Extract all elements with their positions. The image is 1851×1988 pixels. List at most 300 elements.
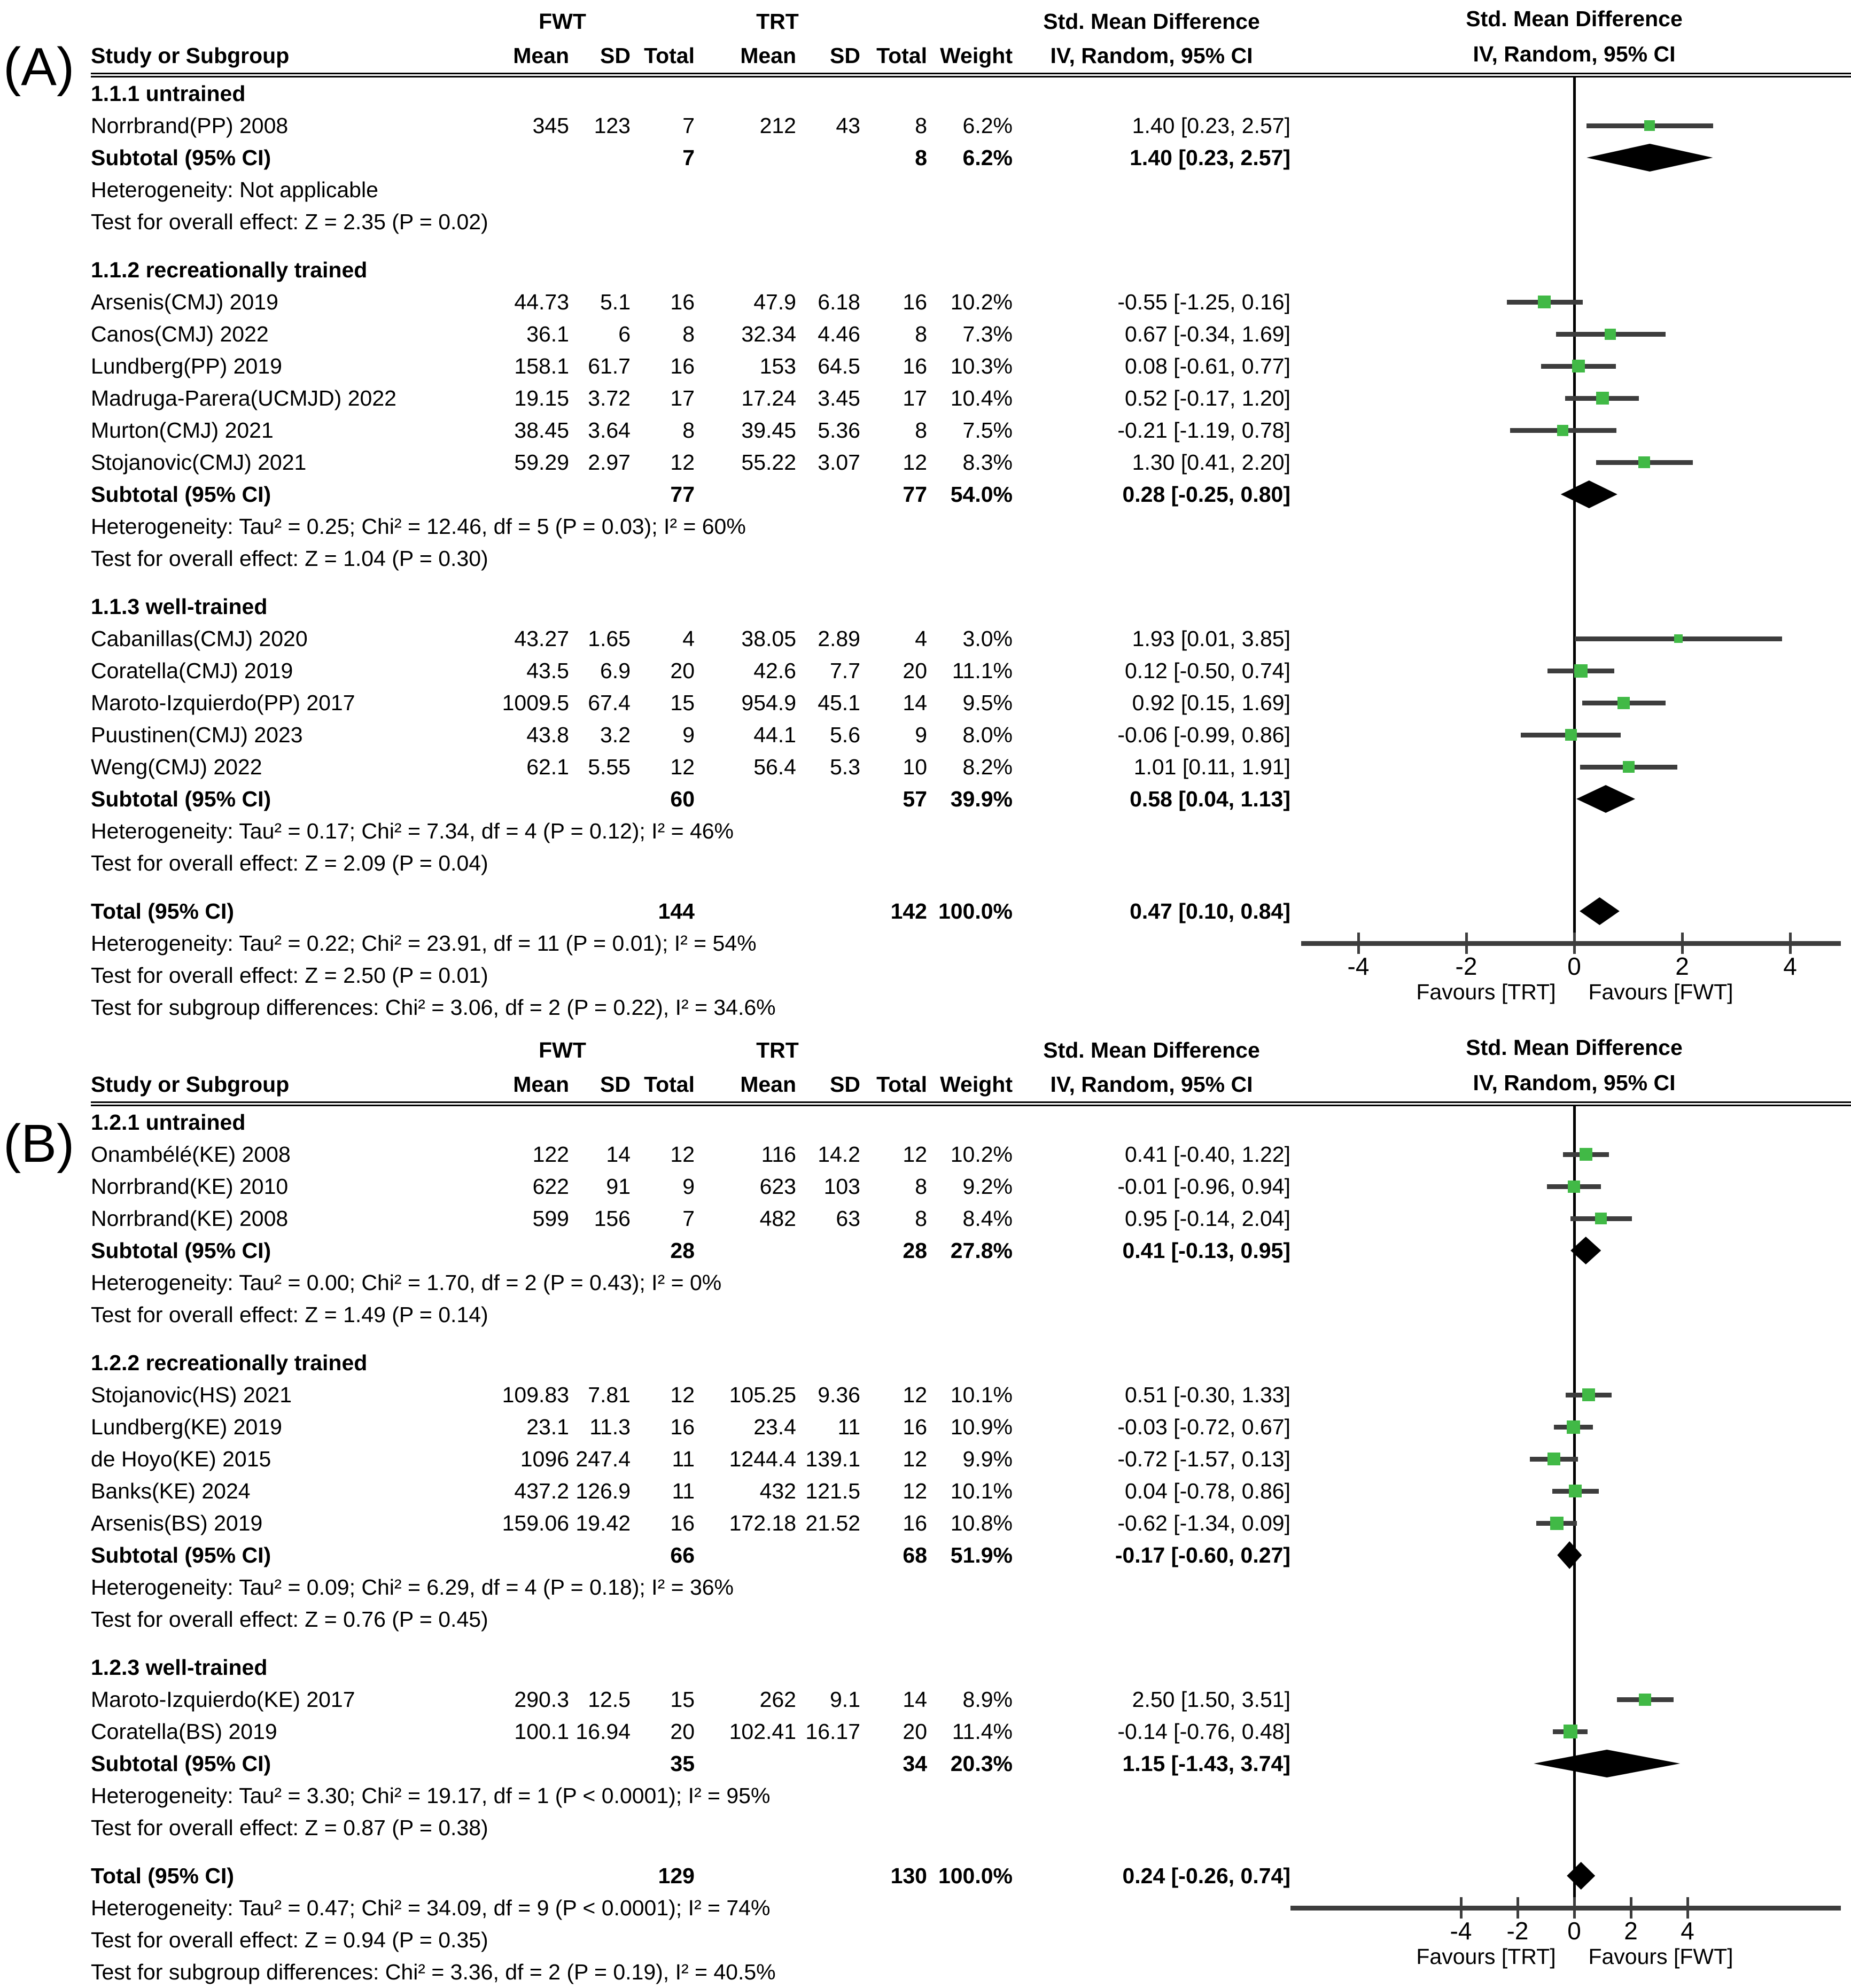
subtotal-row bbox=[91, 1539, 1298, 1571]
study-name: Maroto-Izquierdo(PP) 2017 bbox=[91, 690, 355, 715]
heterogeneity-text: Heterogeneity: Tau² = 0.17; Chi² = 7.34, df = 4 (P = 0.12); I² = 46% bbox=[91, 819, 734, 843]
study-name: Coratella(BS) 2019 bbox=[91, 1719, 277, 1744]
summary-diamond bbox=[1580, 897, 1620, 925]
fwt-total-cell: 11 bbox=[672, 1447, 695, 1471]
fwt-sd-cell: 156 bbox=[594, 1206, 631, 1231]
fwt-mean-cell: 159.06 bbox=[502, 1511, 569, 1535]
fwt-mean-cell: 38.45 bbox=[514, 418, 569, 442]
study-row bbox=[91, 623, 1298, 655]
fwt-mean-cell: 23.1 bbox=[526, 1415, 569, 1439]
fwt-mean-cell: 122 bbox=[532, 1142, 569, 1167]
ci-text-cell: -0.72 [-1.57, 0.13] bbox=[1117, 1447, 1290, 1471]
plot-iv-label: IV, Random, 95% CI bbox=[1473, 1070, 1676, 1095]
ci-text-cell: 2.50 [1.50, 3.51] bbox=[1132, 1687, 1290, 1712]
axis-tick-label: 2 bbox=[1624, 1917, 1638, 1945]
fwt-sd-cell: 7.81 bbox=[588, 1383, 631, 1407]
fwt-sd-cell: 3.72 bbox=[588, 386, 631, 410]
ci-text-cell: -0.01 [-0.96, 0.94] bbox=[1117, 1174, 1290, 1199]
fwt-mean-cell: 1096 bbox=[520, 1447, 569, 1471]
trt-mean-cell bbox=[695, 1860, 796, 1892]
axis-tick-label: 2 bbox=[1675, 952, 1689, 980]
study-row bbox=[91, 318, 1298, 350]
axis-tick-label: -2 bbox=[1455, 952, 1477, 980]
fwt-mean-cell: 62.1 bbox=[526, 755, 569, 779]
study-row bbox=[91, 110, 1298, 142]
subgroup-differences-text: Test for subgroup differences: Chi² = 3.36, df = 2 (P = 0.19), I² = 40.5% bbox=[91, 1960, 776, 1984]
effect-marker bbox=[1565, 729, 1577, 741]
trt-total-cell: 8 bbox=[915, 1206, 927, 1231]
total-overall-effect-text: Test for overall effect: Z = 0.94 (P = 0.35) bbox=[91, 1928, 488, 1952]
weight-cell: 54.0% bbox=[950, 482, 1013, 507]
ci-text-cell: -0.55 [-1.25, 0.16] bbox=[1117, 290, 1290, 314]
weight-cell: 8.3% bbox=[962, 450, 1013, 475]
trt-sd-cell bbox=[796, 1748, 860, 1780]
trt-sd-cell: 2.89 bbox=[818, 626, 860, 651]
ci-text-cell: 0.58 [0.04, 1.13] bbox=[1130, 787, 1290, 811]
trt-total-cell: 20 bbox=[903, 1719, 927, 1744]
fwt-total-cell: 15 bbox=[670, 690, 695, 715]
weight-cell: 3.0% bbox=[962, 626, 1013, 651]
heterogeneity-text: Heterogeneity: Tau² = 0.00; Chi² = 1.70, df = 2 (P = 0.43); I² = 0% bbox=[91, 1270, 722, 1295]
ci-text-cell: 1.40 [0.23, 2.57] bbox=[1130, 145, 1290, 170]
heterogeneity-text: Heterogeneity: Tau² = 3.30; Chi² = 19.17, df = 1 (P < 0.0001); I² = 95% bbox=[91, 1783, 771, 1808]
axis-tick bbox=[1686, 1897, 1689, 1919]
weight-cell: 20.3% bbox=[950, 1751, 1013, 1776]
trt-total-cell: 16 bbox=[903, 1511, 927, 1535]
weight-cell: 10.2% bbox=[950, 290, 1013, 314]
favours-trt-label: Favours [TRT] bbox=[1416, 1944, 1556, 1969]
section-gap bbox=[0, 1844, 1298, 1860]
fwt-total-cell: 16 bbox=[670, 1415, 695, 1439]
summary-diamond bbox=[1534, 1750, 1680, 1777]
trt-total-cell: 16 bbox=[903, 1415, 927, 1439]
study-name: Weng(CMJ) 2022 bbox=[91, 755, 262, 779]
fwt-mean-cell: 109.83 bbox=[502, 1383, 569, 1407]
panel-b-letter: (B) bbox=[3, 1114, 75, 1174]
trt-sd-cell bbox=[796, 1234, 860, 1267]
study-row bbox=[91, 350, 1298, 382]
fwt-total-cell: 12 bbox=[670, 755, 695, 779]
fwt-sd-cell: 6 bbox=[618, 322, 631, 346]
trt-total-cell: 8 bbox=[915, 145, 927, 170]
fwt-total-cell: 8 bbox=[682, 418, 695, 442]
trt-sd-cell: 43 bbox=[836, 113, 860, 138]
trt-mean-cell: 153 bbox=[759, 354, 796, 378]
fwt-mean-cell: 100.1 bbox=[514, 1719, 569, 1744]
trt-sd-label: SD bbox=[830, 1072, 860, 1097]
study-row bbox=[91, 1507, 1298, 1539]
study-column-label: Study or Subgroup bbox=[91, 1072, 290, 1097]
subgroup-differences-text: Test for subgroup differences: Chi² = 3.06, df = 2 (P = 0.22), I² = 34.6% bbox=[91, 995, 776, 1020]
effect-marker bbox=[1564, 1725, 1577, 1738]
trt-mean-cell: 432 bbox=[759, 1479, 796, 1503]
trt-sd-cell: 64.5 bbox=[818, 354, 860, 378]
trt-total-cell: 8 bbox=[915, 322, 927, 346]
overall-effect-text: Test for overall effect: Z = 0.87 (P = 0.38) bbox=[91, 1815, 488, 1840]
trt-sd-cell bbox=[796, 142, 860, 174]
ci-text-cell: 0.51 [-0.30, 1.33] bbox=[1124, 1383, 1290, 1407]
trt-sd-cell: 5.36 bbox=[818, 418, 860, 442]
study-row bbox=[91, 1379, 1298, 1411]
heterogeneity-text: Heterogeneity: Tau² = 0.09; Chi² = 6.29, df = 4 (P = 0.18); I² = 36% bbox=[91, 1575, 734, 1599]
trt-sd-cell: 3.07 bbox=[818, 450, 860, 475]
ci-text-cell: 0.04 [-0.78, 0.86] bbox=[1124, 1479, 1290, 1503]
trt-mean-cell bbox=[695, 1539, 796, 1571]
fwt-sd-cell: 5.55 bbox=[588, 755, 631, 779]
axis-line bbox=[1290, 1906, 1841, 1911]
trt-mean-cell bbox=[695, 895, 796, 927]
study-row bbox=[91, 1202, 1298, 1234]
trt-mean-cell: 44.1 bbox=[753, 723, 796, 747]
fwt-sd-cell: 2.97 bbox=[588, 450, 631, 475]
subtotal-row bbox=[91, 783, 1298, 815]
weight-cell: 7.3% bbox=[962, 322, 1013, 346]
fwt-mean-cell: 59.29 bbox=[514, 450, 569, 475]
weight-cell: 27.8% bbox=[950, 1238, 1013, 1263]
trt-sd-cell: 5.3 bbox=[830, 755, 860, 779]
plot-iv-label: IV, Random, 95% CI bbox=[1473, 42, 1676, 66]
effect-marker bbox=[1547, 1453, 1560, 1465]
ci-text-cell: 1.93 [0.01, 3.85] bbox=[1132, 626, 1290, 651]
total-row bbox=[91, 895, 1298, 927]
ci-text-cell: 1.30 [0.41, 2.20] bbox=[1132, 450, 1290, 475]
ci-text-cell: 1.15 [-1.43, 3.74] bbox=[1122, 1751, 1290, 1776]
section-gap bbox=[0, 574, 1298, 591]
fwt-mean-cell bbox=[494, 1748, 569, 1780]
study-name: Stojanovic(HS) 2021 bbox=[91, 1383, 292, 1407]
fwt-sd-cell: 3.64 bbox=[588, 418, 631, 442]
study-name: Lundberg(PP) 2019 bbox=[91, 354, 282, 378]
fwt-mean-cell: 599 bbox=[532, 1206, 569, 1231]
study-row bbox=[91, 1715, 1298, 1748]
trt-sd-cell bbox=[796, 1860, 860, 1892]
axis-tick bbox=[1573, 933, 1576, 954]
zero-line bbox=[1573, 77, 1576, 943]
trt-sd-cell: 121.5 bbox=[805, 1479, 860, 1503]
summary-diamond bbox=[1576, 785, 1635, 813]
fwt-group-label: FWT bbox=[539, 1038, 586, 1062]
axis-tick bbox=[1465, 933, 1468, 954]
favours-fwt-label: Favours [FWT] bbox=[1588, 980, 1733, 1004]
weight-cell: 39.9% bbox=[950, 787, 1013, 811]
fwt-mean-cell bbox=[494, 1234, 569, 1267]
ci-text-cell: 0.41 [-0.13, 0.95] bbox=[1122, 1238, 1290, 1263]
trt-total-cell: 12 bbox=[903, 1479, 927, 1503]
trt-mean-cell: 623 bbox=[759, 1174, 796, 1199]
fwt-total-cell: 144 bbox=[658, 899, 695, 923]
trt-group-label: TRT bbox=[756, 1038, 799, 1062]
ci-text-cell: 0.41 [-0.40, 1.22] bbox=[1124, 1142, 1290, 1167]
effect-marker bbox=[1557, 425, 1568, 436]
summary-diamond bbox=[1567, 1862, 1595, 1890]
fwt-sd-cell: 67.4 bbox=[588, 690, 631, 715]
axis-tick-label: -4 bbox=[1347, 952, 1370, 980]
trt-mean-cell bbox=[695, 783, 796, 815]
effect-marker bbox=[1582, 1388, 1595, 1401]
trt-group-label: TRT bbox=[756, 9, 799, 34]
weight-cell: 11.4% bbox=[952, 1719, 1013, 1744]
fwt-total-cell: 12 bbox=[670, 1142, 695, 1167]
trt-total-cell: 14 bbox=[903, 1687, 927, 1712]
fwt-total-cell: 7 bbox=[682, 113, 695, 138]
trt-mean-cell: 172.18 bbox=[729, 1511, 796, 1535]
study-name: Total (95% CI) bbox=[91, 1863, 235, 1888]
fwt-mean-cell: 437.2 bbox=[514, 1479, 569, 1503]
subgroup-title: 1.2.1 untrained bbox=[91, 1110, 246, 1135]
weight-cell: 8.4% bbox=[962, 1206, 1013, 1231]
fwt-sd-cell: 12.5 bbox=[588, 1687, 631, 1712]
fwt-group-label: FWT bbox=[539, 9, 586, 34]
trt-mean-cell: 212 bbox=[759, 113, 796, 138]
fwt-total-label: Total bbox=[644, 43, 695, 68]
ci-text-cell: 0.95 [-0.14, 2.04] bbox=[1124, 1206, 1290, 1231]
trt-total-cell: 12 bbox=[903, 450, 927, 475]
trt-sd-cell: 11 bbox=[837, 1415, 860, 1439]
fwt-total-cell: 66 bbox=[670, 1543, 695, 1567]
total-heterogeneity-text: Heterogeneity: Tau² = 0.47; Chi² = 34.09, df = 9 (P < 0.0001); I² = 74% bbox=[91, 1896, 771, 1920]
summary-diamond bbox=[1557, 1541, 1582, 1569]
fwt-mean-cell: 19.15 bbox=[514, 386, 569, 410]
study-name: Onambélé(KE) 2008 bbox=[91, 1142, 291, 1167]
trt-sd-cell: 14.2 bbox=[818, 1142, 860, 1167]
ci-text-cell: 0.08 [-0.61, 0.77] bbox=[1124, 354, 1290, 378]
iv-column-label: IV, Random, 95% CI bbox=[1050, 43, 1253, 68]
fwt-total-cell: 9 bbox=[682, 723, 695, 747]
trt-sd-cell bbox=[796, 478, 860, 510]
axis-tick-label: 4 bbox=[1681, 1917, 1694, 1945]
trt-total-cell: 142 bbox=[890, 899, 927, 923]
study-name: Lundberg(KE) 2019 bbox=[91, 1415, 282, 1439]
trt-total-cell: 77 bbox=[903, 482, 927, 507]
fwt-sd-cell: 6.9 bbox=[600, 658, 631, 683]
ci-text-cell: 0.12 [-0.50, 0.74] bbox=[1124, 658, 1290, 683]
ci-text-cell: 1.40 [0.23, 2.57] bbox=[1132, 113, 1290, 138]
overall-effect-text: Test for overall effect: Z = 2.35 (P = 0.02) bbox=[91, 209, 488, 234]
study-row bbox=[91, 446, 1298, 478]
study-row bbox=[91, 1443, 1298, 1475]
trt-sd-cell: 103 bbox=[823, 1174, 860, 1199]
fwt-sd-cell: 14 bbox=[606, 1142, 631, 1167]
trt-sd-cell bbox=[796, 783, 860, 815]
study-row bbox=[91, 751, 1298, 783]
effect-marker bbox=[1617, 697, 1630, 709]
fwt-sd-cell: 247.4 bbox=[575, 1447, 631, 1471]
subgroup-title: 1.2.3 well-trained bbox=[91, 1655, 268, 1680]
trt-total-cell: 130 bbox=[890, 1863, 927, 1888]
fwt-sd-cell: 11.3 bbox=[589, 1415, 631, 1439]
trt-mean-cell: 954.9 bbox=[741, 690, 796, 715]
ci-text-cell: 0.52 [-0.17, 1.20] bbox=[1124, 386, 1290, 410]
section-gap bbox=[0, 879, 1298, 895]
study-name: Maroto-Izquierdo(KE) 2017 bbox=[91, 1687, 355, 1712]
axis-tick bbox=[1460, 1897, 1463, 1919]
study-name: Stojanovic(CMJ) 2021 bbox=[91, 450, 307, 475]
fwt-sd-cell: 1.65 bbox=[588, 626, 631, 651]
trt-mean-label: Mean bbox=[740, 43, 796, 68]
fwt-sd-cell bbox=[569, 478, 631, 510]
axis-tick-label: 4 bbox=[1783, 952, 1797, 980]
study-row bbox=[91, 414, 1298, 446]
trt-mean-cell: 56.4 bbox=[753, 755, 796, 779]
subtotal-row bbox=[91, 1748, 1298, 1780]
study-row bbox=[91, 1411, 1298, 1443]
effect-marker bbox=[1574, 664, 1588, 678]
effect-marker bbox=[1596, 392, 1609, 405]
subtotal-row bbox=[91, 1234, 1298, 1267]
overall-effect-text: Test for overall effect: Z = 1.04 (P = 0.30) bbox=[91, 546, 488, 571]
trt-mean-cell: 482 bbox=[759, 1206, 796, 1231]
trt-sd-cell: 9.1 bbox=[830, 1687, 860, 1712]
trt-mean-cell: 23.4 bbox=[753, 1415, 796, 1439]
weight-cell: 9.2% bbox=[962, 1174, 1013, 1199]
trt-total-cell: 8 bbox=[915, 1174, 927, 1199]
fwt-total-cell: 8 bbox=[682, 322, 695, 346]
subgroup-title: 1.2.2 recreationally trained bbox=[91, 1350, 368, 1375]
axis-line bbox=[1301, 941, 1841, 946]
fwt-mean-label: Mean bbox=[513, 1072, 569, 1097]
fwt-sd-cell: 19.42 bbox=[575, 1511, 631, 1535]
study-row bbox=[91, 1683, 1298, 1715]
axis-tick-label: -2 bbox=[1506, 1917, 1529, 1945]
section-gap bbox=[0, 1635, 1298, 1651]
study-name: Arsenis(CMJ) 2019 bbox=[91, 290, 278, 314]
effect-marker bbox=[1644, 120, 1655, 131]
trt-mean-cell: 1244.4 bbox=[729, 1447, 796, 1471]
effect-marker bbox=[1605, 329, 1616, 340]
fwt-sd-cell: 126.9 bbox=[575, 1479, 631, 1503]
trt-mean-cell: 39.45 bbox=[741, 418, 796, 442]
ci-text-cell: 0.24 [-0.26, 0.74] bbox=[1122, 1863, 1290, 1888]
trt-total-cell: 12 bbox=[903, 1142, 927, 1167]
study-name: Banks(KE) 2024 bbox=[91, 1479, 251, 1503]
fwt-mean-cell: 43.8 bbox=[526, 723, 569, 747]
weight-cell: 9.9% bbox=[962, 1447, 1013, 1471]
trt-mean-cell: 17.24 bbox=[741, 386, 796, 410]
axis-tick bbox=[1357, 933, 1360, 954]
study-name: Subtotal (95% CI) bbox=[91, 1543, 271, 1567]
trt-mean-cell: 32.34 bbox=[741, 322, 796, 346]
ci-text-cell: 0.67 [-0.34, 1.69] bbox=[1124, 322, 1290, 346]
trt-sd-cell: 63 bbox=[836, 1206, 860, 1231]
fwt-total-cell: 12 bbox=[670, 1383, 695, 1407]
trt-mean-cell: 116 bbox=[761, 1142, 796, 1167]
weight-cell: 10.3% bbox=[950, 354, 1013, 378]
trt-sd-cell: 9.36 bbox=[818, 1383, 860, 1407]
fwt-total-cell: 9 bbox=[682, 1174, 695, 1199]
fwt-mean-cell: 1009.5 bbox=[502, 690, 569, 715]
weight-column-label: Weight bbox=[940, 1072, 1013, 1097]
smd-column-label: Std. Mean Difference bbox=[1043, 9, 1260, 34]
fwt-total-cell: 17 bbox=[670, 386, 695, 410]
fwt-total-cell: 4 bbox=[682, 626, 695, 651]
weight-cell: 10.1% bbox=[950, 1383, 1013, 1407]
study-name: Madruga-Parera(UCMJD) 2022 bbox=[91, 386, 396, 410]
panel-a-rows bbox=[0, 77, 1298, 1023]
axis-tick bbox=[1681, 933, 1684, 954]
axis-tick-label: 0 bbox=[1567, 1917, 1581, 1945]
ci-text-cell: 1.01 [0.11, 1.91] bbox=[1133, 755, 1290, 779]
fwt-total-cell: 7 bbox=[682, 145, 695, 170]
total-heterogeneity-text: Heterogeneity: Tau² = 0.22; Chi² = 23.91, df = 11 (P = 0.01); I² = 54% bbox=[91, 931, 757, 956]
study-row bbox=[91, 286, 1298, 318]
iv-column-label: IV, Random, 95% CI bbox=[1050, 1072, 1253, 1097]
overall-effect-text: Test for overall effect: Z = 2.09 (P = 0.04) bbox=[91, 851, 488, 875]
study-row bbox=[91, 655, 1298, 687]
fwt-mean-label: Mean bbox=[513, 43, 569, 68]
fwt-mean-cell bbox=[494, 783, 569, 815]
fwt-total-cell: 28 bbox=[670, 1238, 695, 1263]
fwt-mean-cell bbox=[494, 478, 569, 510]
fwt-mean-cell: 36.1 bbox=[526, 322, 569, 346]
summary-diamond bbox=[1561, 480, 1617, 508]
weight-cell: 8.2% bbox=[962, 755, 1013, 779]
fwt-mean-cell: 158.1 bbox=[514, 354, 569, 378]
fwt-total-cell: 129 bbox=[658, 1863, 695, 1888]
fwt-sd-cell: 16.94 bbox=[575, 1719, 631, 1744]
fwt-total-cell: 16 bbox=[670, 354, 695, 378]
ci-text-cell: -0.62 [-1.34, 0.09] bbox=[1117, 1511, 1290, 1535]
trt-sd-cell bbox=[796, 895, 860, 927]
weight-cell: 6.2% bbox=[962, 145, 1013, 170]
trt-mean-cell: 47.9 bbox=[753, 290, 796, 314]
study-name: Puustinen(CMJ) 2023 bbox=[91, 723, 303, 747]
subgroup-title: 1.1.1 untrained bbox=[91, 81, 246, 106]
subtotal-row bbox=[91, 142, 1298, 174]
study-name: Murton(CMJ) 2021 bbox=[91, 418, 274, 442]
study-name: Subtotal (95% CI) bbox=[91, 145, 271, 170]
trt-mean-label: Mean bbox=[740, 1072, 796, 1097]
trt-total-cell: 8 bbox=[915, 418, 927, 442]
ci-text-cell: 0.47 [0.10, 0.84] bbox=[1130, 899, 1290, 923]
trt-mean-cell: 42.6 bbox=[753, 658, 796, 683]
study-row bbox=[91, 687, 1298, 719]
weight-column-label: Weight bbox=[940, 43, 1013, 68]
effect-marker bbox=[1568, 1181, 1580, 1193]
heterogeneity-text: Heterogeneity: Not applicable bbox=[91, 177, 378, 202]
weight-cell: 9.5% bbox=[962, 690, 1013, 715]
fwt-total-cell: 11 bbox=[672, 1479, 695, 1503]
ci-text-cell: 0.28 [-0.25, 0.80] bbox=[1122, 482, 1290, 507]
trt-total-label: Total bbox=[876, 1072, 927, 1097]
weight-cell: 6.2% bbox=[962, 113, 1013, 138]
effect-marker bbox=[1595, 1213, 1607, 1224]
total-row bbox=[91, 1860, 1298, 1892]
fwt-total-cell: 16 bbox=[670, 290, 695, 314]
section-gap bbox=[0, 1331, 1298, 1347]
trt-total-cell: 68 bbox=[903, 1543, 927, 1567]
trt-sd-cell: 6.18 bbox=[818, 290, 860, 314]
study-name: Canos(CMJ) 2022 bbox=[91, 322, 269, 346]
plot-smd-label: Std. Mean Difference bbox=[1466, 1035, 1683, 1060]
fwt-mean-cell: 44.73 bbox=[514, 290, 569, 314]
weight-cell: 10.4% bbox=[950, 386, 1013, 410]
trt-total-cell: 9 bbox=[915, 723, 927, 747]
overall-effect-text: Test for overall effect: Z = 1.49 (P = 0.14) bbox=[91, 1302, 488, 1327]
effect-marker bbox=[1580, 1148, 1592, 1161]
subgroup-title: 1.1.2 recreationally trained bbox=[91, 258, 368, 282]
weight-cell: 8.0% bbox=[962, 723, 1013, 747]
favours-trt-label: Favours [TRT] bbox=[1416, 980, 1556, 1004]
trt-sd-cell: 4.46 bbox=[818, 322, 860, 346]
effect-marker bbox=[1638, 456, 1650, 468]
trt-mean-cell: 262 bbox=[759, 1687, 796, 1712]
trt-total-cell: 20 bbox=[903, 658, 927, 683]
favours-fwt-label: Favours [FWT] bbox=[1588, 1944, 1733, 1969]
fwt-mean-cell: 290.3 bbox=[514, 1687, 569, 1712]
ci-text-cell: -0.17 [-0.60, 0.27] bbox=[1115, 1543, 1290, 1567]
smd-column-label: Std. Mean Difference bbox=[1043, 1038, 1260, 1062]
effect-marker bbox=[1569, 1485, 1582, 1497]
